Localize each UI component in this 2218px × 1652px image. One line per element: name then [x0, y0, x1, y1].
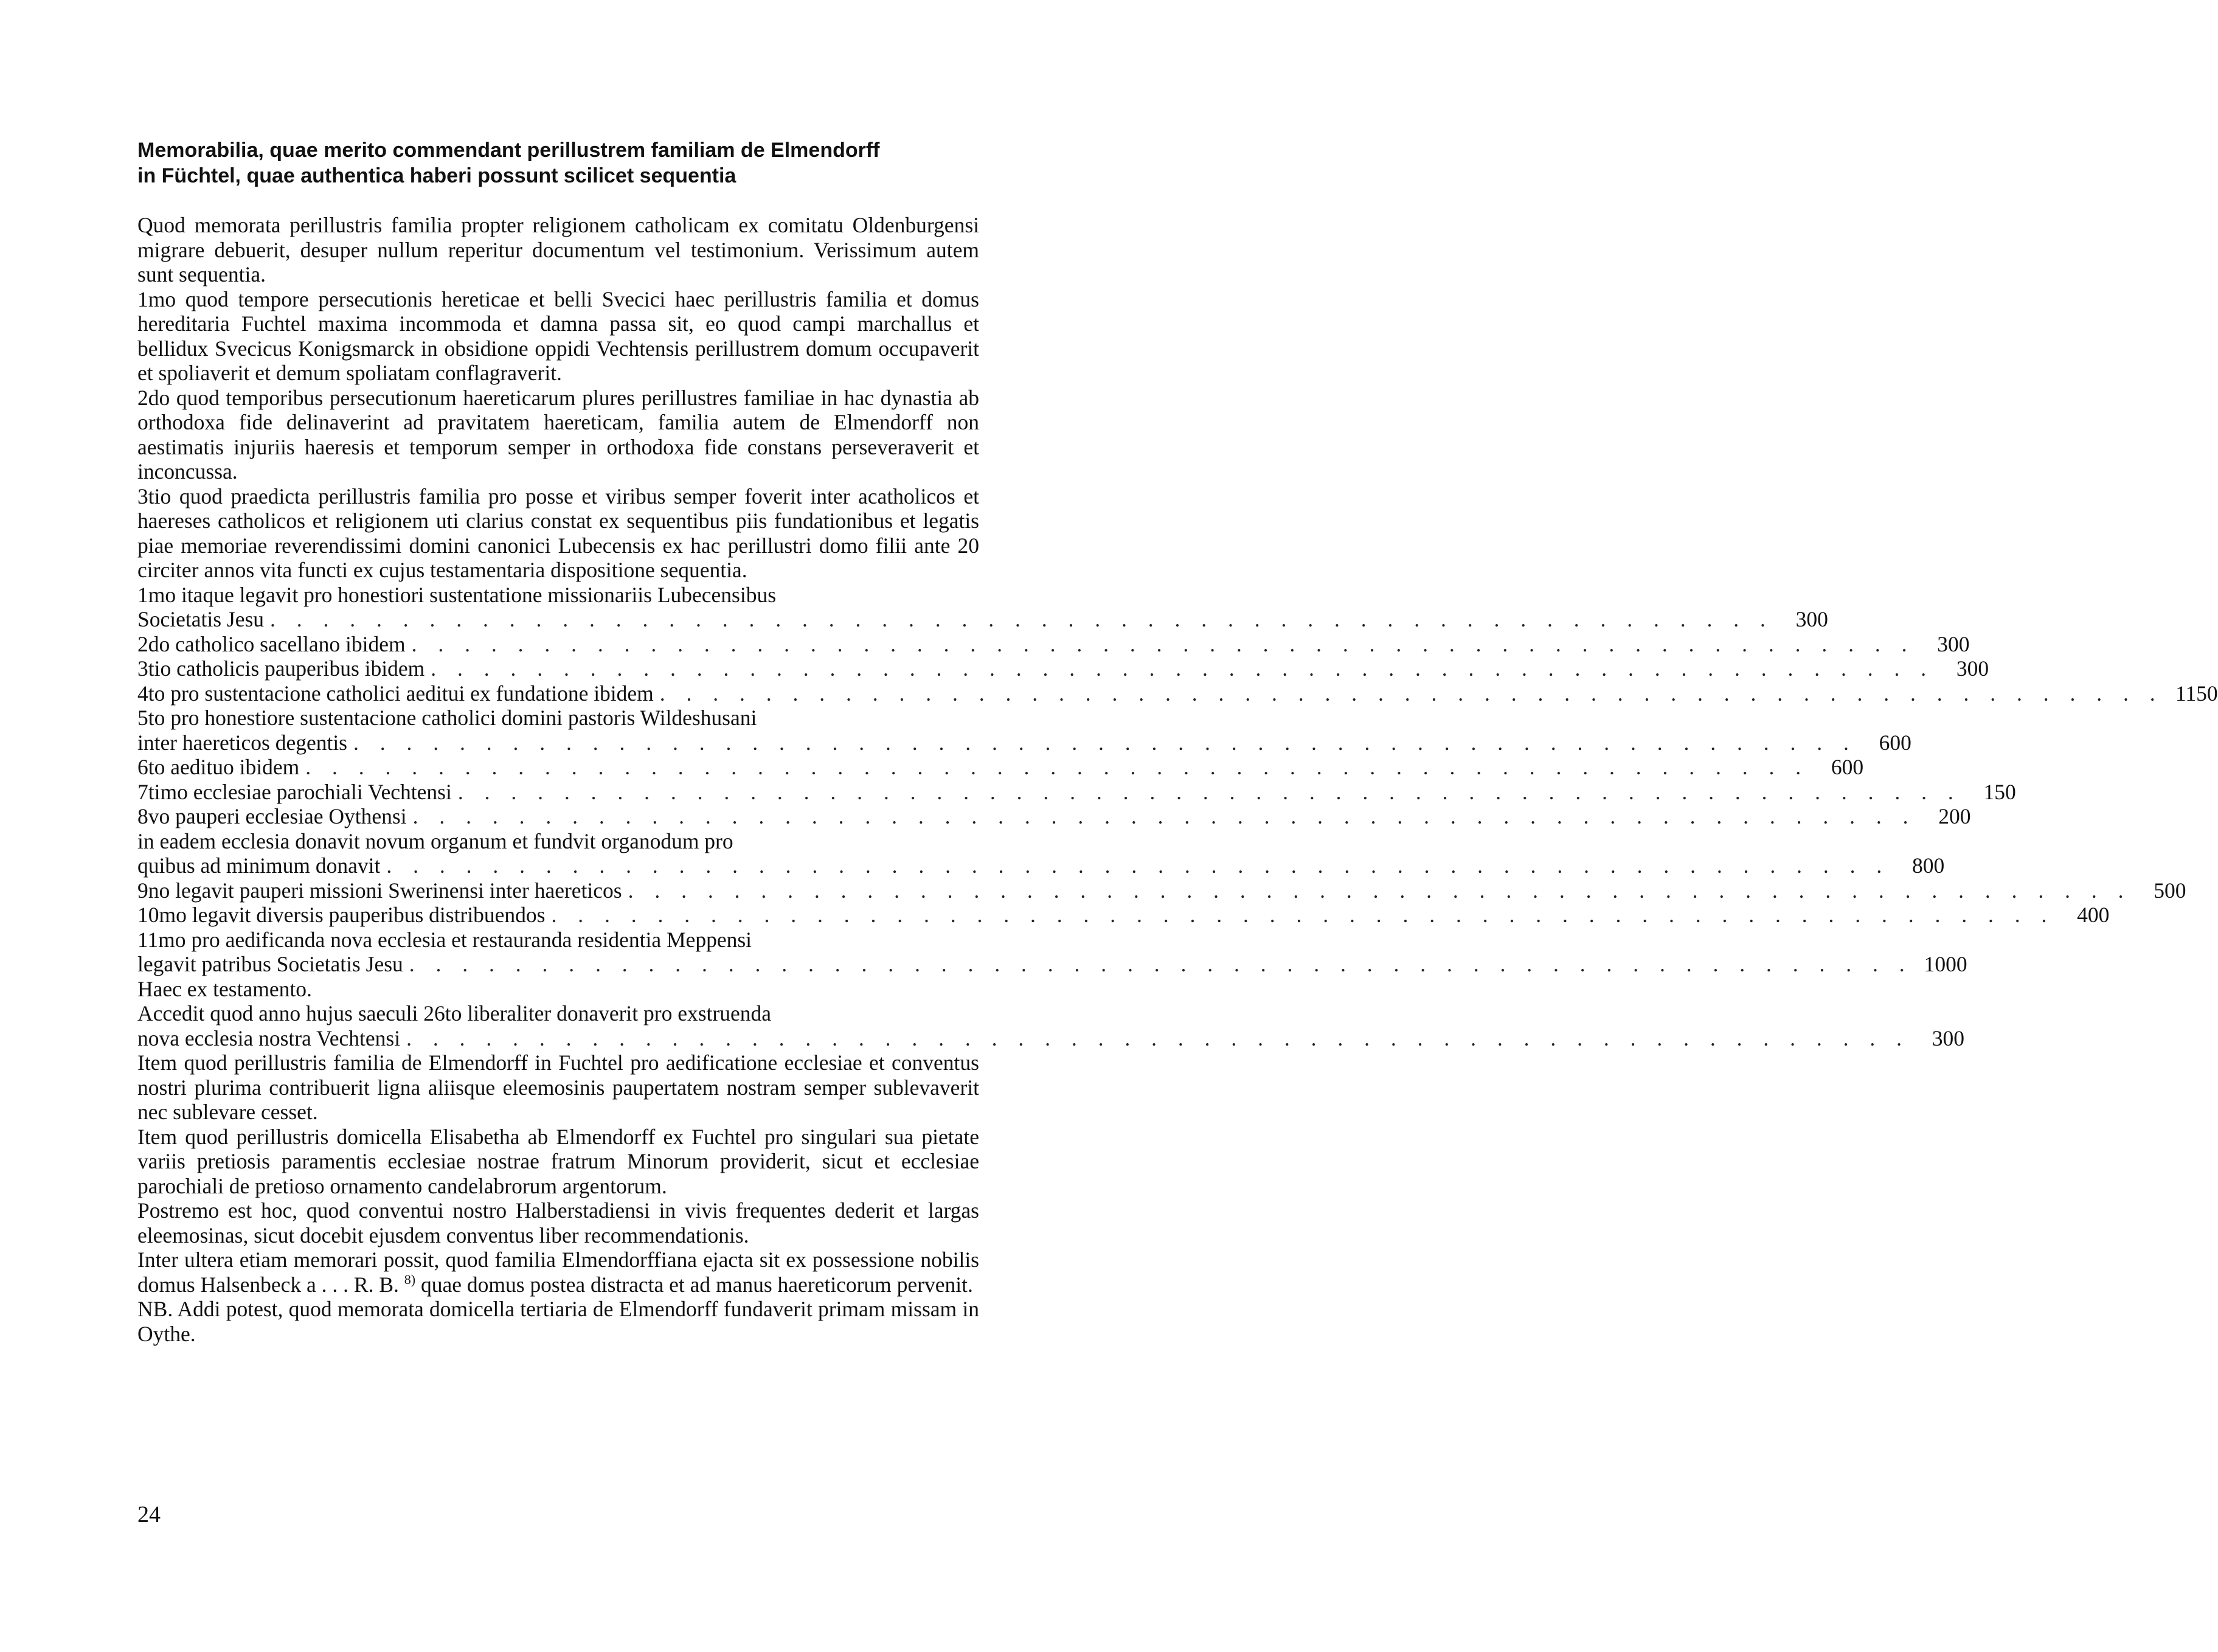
leader-dots: . . . . . . . . . . . . . . . . . . . . . . . . . . . . . . . . . . . . . . . . . . . . . . . . . . . . . . . . . [412, 804, 1916, 828]
ledger-label: 4to pro sustentacione catholici aeditui ex fundatione ibidem [137, 681, 654, 706]
ledger-row [137, 804, 1971, 829]
ledger-label: legavit patribus Societatis Jesu [137, 952, 403, 976]
ledger-amount: 200 [1938, 804, 1971, 828]
ledger-row [137, 779, 2016, 805]
ledger-amount: 400 [2077, 903, 2110, 927]
ledger-amount: 150 [1983, 779, 2016, 804]
ledger-amount: 300 [1956, 656, 1989, 681]
ledger-label: Societatis Jesu [137, 607, 265, 631]
ledger-amount: 300 [1795, 607, 1828, 631]
ledger-label: quibus ad minimum donavit [137, 853, 381, 878]
ledger-label: 9no legavit pauperi missioni Swerinensi inter haereticos [137, 878, 622, 903]
ledger-row [137, 755, 1864, 780]
page-number: 24 [137, 1502, 161, 1527]
paragraph-1mo: 1mo quod tempore persecutionis hereticae et belli Svecici haec perillustris familia et domus hereditaria Fuchtel maxima incommoda et damna passa sit, eo quod campi marchallus et bellidux Svecicus Konigsmarck in obsidione oppidi Vechtensis perillustrem domum occupaverit et spoliaverit et demum spoliatam conflagraverit. [137, 286, 979, 385]
halsenbeck-text-end: quae domus postea distracta et ad manus haereticorum pervenit. [420, 1272, 973, 1297]
ledger-label: 7timo ecclesiae parochiali Vechtensi [137, 779, 452, 804]
ledger-label: nova ecclesia nostra Vechtensi [137, 1026, 401, 1050]
title-line-1: Memorabilia, quae merito commendant perillustrem familiam de Elmendorff [137, 139, 880, 162]
ledger-label: 8vo pauperi ecclesiae Oythensi [137, 804, 407, 828]
ledger-amount: 600 [1879, 730, 1911, 755]
ledger-amount: 1000 [1924, 952, 1967, 976]
ledger-intro-13: Accedit quod anno hujus saeculi 26to liberaliter donaverit pro exstruenda [137, 1001, 771, 1026]
paragraph-nb: NB. Addi potest, quod memorata domicella tertiaria de Elmendorff fundaverit primam missam in Oythe. [137, 1297, 979, 1346]
legacy-ledger [137, 582, 2218, 1051]
leader-dots: . . . . . . . . . . . . . . . . . . . . . . . . . . . . . . . . . . . . . . . . . . . . . . . . . . . . . . . . . [386, 853, 1890, 878]
leader-dots: . . . . . . . . . . . . . . . . . . . . . . . . . . . . . . . . . . . . . . . . . . . . . . . . . . . . . . . . . [353, 730, 1857, 755]
ledger-row [137, 952, 1967, 977]
paragraph-intro: Quod memorata perillustris familia propter religionem catholicam ex comitatu Oldenburgensi migrare debuerit, desuper nullum reperitur documentum vel testimonium. Verissimum autem sunt sequentia. [137, 213, 979, 286]
leader-dots: . . . . . . . . . . . . . . . . . . . . . . . . . . . . . . . . . . . . . . . . . . . . . . . . . . . . . . . . . [628, 878, 2132, 903]
leader-dots: . . . . . . . . . . . . . . . . . . . . . . . . . . . . . . . . . . . . . . . . . . . . . . . . . . . . . . . . . [659, 681, 2163, 706]
paragraph-item-domicella: Item quod perillustris domicella Elisabetha ab Elmendorff ex Fuchtel pro singulari sua pietate variis pretiosis paramentis ecclesiae nostrae fratrum Minorum providerit, sicut et ecclesiae parochiali de pretioso ornamento candelabrorum argentorum. [137, 1124, 979, 1198]
leader-dots: . . . . . . . . . . . . . . . . . . . . . . . . . . . . . . . . . . . . . . . . . . . . . . . . . . . . . . . . . [409, 952, 1913, 976]
ledger-amount: 800 [1911, 853, 1945, 878]
ledger-row [137, 903, 2110, 928]
ledger-intro-5: 5to pro honestiore sustentacione catholici domini pastoris Wildeshusani [137, 706, 757, 730]
ledger-amount: 300 [1937, 631, 1970, 656]
ledger-amount: 300 [1932, 1026, 1964, 1050]
footnote-marker: 8) [404, 1271, 416, 1287]
paragraph-item-ligna: Item quod perillustris familia de Elmendorff in Fuchtel pro aedificatione ecclesiae et conventus nostri plurima contribuerit ligna aliisque eleemosinis paupertatem nostram semper sublevaverit nec sublevare cesset. [137, 1050, 979, 1124]
ledger-row [137, 631, 1970, 657]
ledger-row [137, 607, 1828, 632]
ledger-row [137, 1026, 1964, 1051]
ledger-row [137, 878, 2186, 903]
title-line-2: in Füchtel, quae authentica haberi possunt scilicet sequentia [137, 164, 736, 187]
leader-dots: . . . . . . . . . . . . . . . . . . . . . . . . . . . . . . . . . . . . . . . . . . . . . . . . . . . . . . . . . [270, 607, 1773, 631]
paragraph-halsenbeck [137, 1248, 979, 1297]
paragraph-2do: 2do quod temporibus persecutionum haereticarum plures perillustres familiae in hac dynastia ab orthodoxa fide delinaverint ad pravitatem haereticam, familia autem de Elmendorff non aestimatis injuriis haeresis et temporum semper in orthodoxa fide constans perseveraverit et inconcussa. [137, 385, 979, 484]
paragraph-3tio: 3tio quod praedicta perillustris familia pro posse et viribus semper foverit inter acatholicos et haereses catholicos et religionem uti clarius constat ex sequentibus piis fundationibus et legatis piae memoriae reverendissimi domini canonici Lubecensis ex hac perillustri domo filii ante 20 circiter annos vita functi ex cujus testamentaria dispositione sequentia. [137, 484, 979, 582]
leader-dots: . . . . . . . . . . . . . . . . . . . . . . . . . . . . . . . . . . . . . . . . . . . . . . . . . . . . . . . . . [406, 1026, 1910, 1050]
ledger-row [137, 730, 1911, 755]
ledger-row [137, 681, 2218, 706]
document-title [137, 137, 979, 189]
ledger-intro-12: 11mo pro aedificanda nova ecclesia et restauranda residentia Meppensi [137, 927, 752, 952]
ledger-row [137, 656, 1989, 681]
ledger-label: 3tio catholicis pauperibus ibidem [137, 656, 425, 681]
leader-dots: . . . . . . . . . . . . . . . . . . . . . . . . . . . . . . . . . . . . . . . . . . . . . . . . . . . . . . . . . [431, 656, 1935, 681]
ledger-label: 10mo legavit diversis pauperibus distribuendos [137, 903, 546, 927]
ledger-label: inter haereticos degentis [137, 730, 347, 755]
ledger-row [137, 853, 1945, 878]
ledger-label: 6to aedituo ibidem [137, 755, 300, 779]
leader-dots: . . . . . . . . . . . . . . . . . . . . . . . . . . . . . . . . . . . . . . . . . . . . . . . . . . . . . . . . . [305, 755, 1809, 779]
ledger-intro-1: 1mo itaque legavit pro honestiori sustentatione missionariis Lubecensibus [137, 582, 777, 607]
ledger-amount: 600 [1831, 755, 1864, 779]
leader-dots: . . . . . . . . . . . . . . . . . . . . . . . . . . . . . . . . . . . . . . . . . . . . . . . . . . . . . . . . . [457, 779, 1961, 804]
page-content [137, 137, 2218, 1346]
leader-dots: . . . . . . . . . . . . . . . . . . . . . . . . . . . . . . . . . . . . . . . . . . . . . . . . . . . . . . . . . [411, 631, 1915, 656]
ledger-amount: 1150 [2175, 681, 2218, 706]
leader-dots: . . . . . . . . . . . . . . . . . . . . . . . . . . . . . . . . . . . . . . . . . . . . . . . . . . . . . . . . . [551, 903, 2055, 927]
ledger-closing: Haec ex testamento. [137, 976, 312, 1001]
ledger-intro-9: in eadem ecclesia donavit novum organum et fundvit organodum pro [137, 828, 733, 853]
ledger-label: 2do catholico sacellano ibidem [137, 631, 406, 656]
ledger-amount: 500 [2154, 878, 2186, 903]
paragraph-postremo: Postremo est hoc, quod conventui nostro Halberstadiensi in vivis frequentes dederit et largas eleemosinas, sicut docebit ejusdem conventus liber recommendationis. [137, 1198, 979, 1248]
halsenbeck-text: Inter ultera etiam memorari possit, quod familia Elmendorffiana ejacta sit ex possessione nobilis domus Halsenbeck a . . . R. B. [137, 1248, 979, 1297]
